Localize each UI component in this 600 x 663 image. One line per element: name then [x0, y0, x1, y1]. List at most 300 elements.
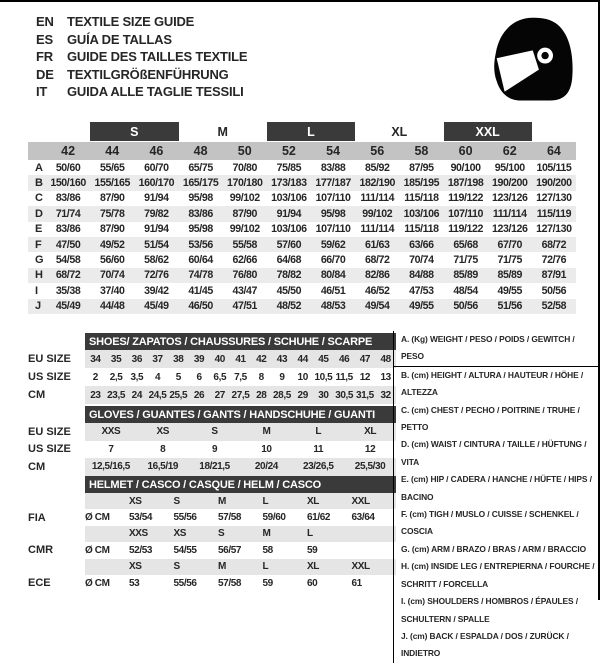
sub-table-row: [28, 458, 396, 476]
size-value-cell: 190/200: [491, 177, 528, 190]
size-group-cell: XL: [391, 124, 408, 139]
size-table-row: [28, 237, 576, 252]
helmet-value-cell: 55/56: [173, 512, 197, 524]
size-value-cell: 45/49: [144, 300, 169, 313]
size-value-cell: 79/82: [144, 207, 169, 220]
language-row: [36, 83, 247, 101]
size-value-cell: 49/54: [364, 300, 390, 313]
sub-row-label: EU SIZE: [28, 425, 71, 438]
size-value-cell: 103/106: [403, 207, 440, 220]
size-value-cell: 115/118: [404, 223, 439, 236]
size-value-cell: 123/126: [491, 192, 528, 205]
size-value-cell: 187/198: [447, 177, 484, 190]
size-value-cell: 85/92: [364, 161, 390, 174]
size-value-cell: 107/110: [315, 192, 351, 205]
size-value-cell: 155/165: [94, 177, 130, 190]
helmet-size-cell: L: [263, 559, 308, 575]
language-title: GUIDA ALLE TAGLIE TESSILI: [67, 84, 244, 99]
size-value-cell: 65/68: [453, 238, 478, 251]
sub-table-title: GLOVES / GUANTES / GANTS / HANDSCHUHE / GUANTI: [85, 406, 396, 423]
sub-table-row: [28, 350, 396, 368]
size-value-cell: 60/70: [144, 161, 169, 174]
size-value-cell: 46/51: [320, 284, 346, 297]
sub-value-cell: 31,5: [355, 386, 376, 404]
sub-value-cell: 12: [359, 371, 371, 383]
size-value-cell: 99/102: [362, 207, 393, 220]
sub-value-cell: 38: [168, 350, 189, 368]
sub-value-cell: 16,5/19: [137, 458, 189, 476]
size-value-cell: 177/187: [315, 177, 351, 190]
size-value-cell: 78/82: [276, 269, 302, 282]
size-value-cell: 55/65: [99, 161, 125, 174]
size-value-cell: 91/94: [144, 223, 169, 236]
size-group-spacer: [532, 122, 576, 141]
sub-value-cell: 3,5: [130, 371, 144, 383]
size-value-cell: 115/118: [404, 192, 439, 205]
size-value-cell: 103/106: [271, 223, 307, 236]
sub-value-cell: 46: [334, 350, 355, 368]
sub-value-cell: 23,5: [106, 386, 127, 404]
size-value-cell: 87/90: [99, 223, 125, 236]
size-table-row: [28, 206, 576, 221]
row-label: C: [35, 192, 43, 205]
size-value-cell: 53/56: [188, 238, 213, 251]
helmet-value-cell: 61/62: [307, 512, 331, 524]
size-value-cell: 107/110: [315, 223, 351, 236]
size-group-spacer: [28, 122, 46, 141]
size-value-cell: 111/114: [360, 223, 395, 236]
size-value-cell: 65/75: [188, 161, 213, 174]
language-row: [36, 66, 247, 84]
sub-value-cell: 12,5/16,5: [85, 458, 137, 476]
sub-table-row: [28, 386, 396, 404]
sub-value-cell: 25,5/30: [344, 458, 396, 476]
language-code: IT: [36, 84, 48, 99]
sub-value-cell: 32: [375, 386, 396, 404]
sub-value-cell: 9: [279, 371, 285, 383]
legend-item: E. (cm) HIP / CADERA / HANCHE / HÜFTE / HIPS / BACINO: [401, 474, 592, 502]
size-value-cell: 59/62: [320, 238, 346, 251]
size-value-cell: 82/86: [364, 269, 390, 282]
helmet-value-cell: 53: [129, 577, 140, 589]
size-header-row: [28, 142, 576, 160]
size-value-cell: 39/42: [144, 284, 169, 297]
size-value-cell: 50/56: [453, 300, 478, 313]
legend-item: G. (cm) ARM / BRAZO / BRAS / ARM / BRACCIO: [401, 543, 587, 554]
size-table: [28, 122, 576, 314]
measurement-legend: [393, 331, 598, 663]
size-value-cell: 103/106: [271, 192, 307, 205]
size-value-cell: 75/85: [276, 161, 302, 174]
size-value-cell: 48/52: [276, 300, 302, 313]
legend-item: I. (cm) SHOULDERS / HOMBROS / ÉPAULES / SCHULTERN / SPALLE: [401, 596, 578, 624]
size-value-cell: 95/98: [188, 192, 213, 205]
legend-item: J. (cm) BACK / ESPALDA / DOS / ZURÜCK / INDIETRO: [401, 630, 569, 659]
size-header-cell: 50: [237, 144, 252, 158]
helmet-size-cell: XL: [307, 493, 352, 509]
sub-value-cell: 11,5: [335, 371, 353, 383]
size-value-cell: 95/98: [320, 207, 346, 220]
sub-bar-spacer: [28, 333, 85, 350]
size-value-cell: 150/160: [50, 177, 86, 190]
sub-value-cell: 35: [106, 350, 127, 368]
sub-value-cell: 20/24: [240, 458, 292, 476]
sub-value-cell: 23/26,5: [292, 458, 344, 476]
size-group-spacer: [46, 122, 90, 141]
row-label: I: [35, 284, 39, 297]
helmet-value-cell: 57/58: [218, 577, 242, 589]
size-value-cell: 45/50: [276, 284, 302, 297]
helmet-size-cell: M: [218, 559, 263, 575]
size-header-cell: 42: [61, 144, 76, 158]
size-value-cell: 60/64: [188, 254, 213, 267]
sub-row-label: US SIZE: [28, 371, 71, 383]
sub-value-cell: 7,5: [234, 371, 247, 383]
size-value-cell: 173/183: [271, 177, 307, 190]
helmet-value-cell: 52/53: [129, 544, 153, 556]
sub-row-label: CM: [28, 460, 46, 473]
helmet-size-spacer: [28, 493, 85, 509]
sub-row-label: CM: [28, 389, 46, 401]
size-value-cell: 35/38: [55, 284, 81, 297]
sub-value-cell: 25,5: [168, 386, 189, 404]
helmet-value-cell: 60: [307, 577, 318, 589]
size-value-cell: 41/45: [188, 284, 213, 297]
size-value-cell: 43/47: [232, 284, 257, 297]
size-value-cell: 37/40: [99, 284, 125, 297]
size-value-cell: 76/80: [232, 269, 257, 282]
sub-value-cell: 40: [209, 350, 230, 368]
helmet-size-spacer: [28, 526, 85, 542]
helmet-size-row: [28, 526, 396, 542]
sub-value-cell: 41: [230, 350, 251, 368]
size-value-cell: 165/175: [182, 177, 219, 190]
helmet-unit-spacer: [85, 493, 129, 509]
sub-value-cell: 7: [108, 443, 114, 455]
helmet-value-cell: 55/56: [173, 577, 197, 589]
size-value-cell: 68/72: [541, 238, 567, 251]
size-value-cell: 83/88: [320, 161, 346, 174]
sub-value-cell: 34: [85, 350, 106, 368]
size-value-cell: 56/60: [99, 254, 125, 267]
size-value-cell: 84/88: [409, 269, 434, 282]
sub-value-cell: 2: [92, 371, 98, 383]
size-group-cell: M: [217, 124, 228, 139]
helmet-unit-label: Ø CM: [85, 512, 110, 524]
size-header-cell: 64: [546, 144, 561, 158]
helmet-size-spacer: [28, 559, 85, 575]
helmet-size-cell: M: [263, 526, 308, 542]
size-value-cell: 66/70: [320, 254, 346, 267]
size-value-cell: 170/180: [226, 177, 263, 190]
helmet-value-cell: 59/60: [262, 512, 286, 524]
legend-item: A. (Kg) WEIGHT / PESO / POIDS / GEWITCH / PESO: [401, 334, 575, 362]
language-code: DE: [36, 66, 54, 82]
sub-value-cell: M: [240, 423, 292, 441]
helmet-size-cell: M: [218, 493, 263, 509]
helmet-size-cell: [352, 526, 397, 542]
size-table-row: [28, 191, 576, 206]
sub-value-cell: 28,5: [272, 386, 293, 404]
helmet-value-cell: 53/54: [129, 512, 153, 524]
sub-table-row: [28, 423, 396, 441]
size-header-cell: 44: [105, 144, 120, 158]
sub-value-cell: 48: [375, 350, 396, 368]
helmet-table-header-row: [28, 476, 396, 493]
size-value-cell: 72/76: [144, 269, 169, 282]
row-label: J: [35, 300, 42, 313]
size-value-cell: 51/56: [497, 300, 522, 313]
size-value-cell: 67/70: [497, 238, 522, 251]
sub-value-cell: 28: [251, 386, 272, 404]
language-row: [36, 13, 247, 31]
size-value-cell: 83/86: [55, 223, 81, 236]
size-value-cell: 68/72: [364, 254, 390, 267]
legend-item: B. (cm) HEIGHT / ALTURA / HAUTEUR / HÖHE / ALTEZZA: [401, 369, 584, 398]
size-value-cell: 63/66: [409, 238, 434, 251]
helmet-size-cell: XXL: [352, 559, 397, 575]
helmet-value-cell: 59: [262, 577, 273, 589]
helmet-unit-spacer: [85, 526, 129, 542]
size-value-cell: 52/58: [541, 300, 567, 313]
size-table-row: [28, 222, 576, 237]
size-value-cell: 80/84: [320, 269, 346, 282]
sub-value-cell: 39: [189, 350, 210, 368]
sub-value-cell: 24: [126, 386, 147, 404]
size-value-cell: 72/76: [541, 254, 567, 267]
sub-value-cell: 44: [292, 350, 313, 368]
size-header-cell: 48: [193, 144, 208, 158]
size-value-cell: 127/130: [536, 223, 572, 236]
size-table-row: [28, 160, 576, 175]
size-value-cell: 111/114: [360, 192, 395, 205]
sub-value-cell: 27,5: [230, 386, 251, 404]
size-header-cell: 60: [458, 144, 473, 158]
size-header-cell: 46: [149, 144, 164, 158]
helmet-value-cell: 63/64: [351, 512, 375, 524]
size-value-cell: 55/58: [232, 238, 257, 251]
size-value-cell: 58/62: [144, 254, 169, 267]
sub-table-row: [28, 441, 396, 459]
size-value-cell: 83/86: [188, 207, 213, 220]
sub-value-cell: XL: [344, 423, 396, 441]
helmet-size-cell: S: [174, 493, 219, 509]
sub-value-cell: S: [189, 423, 241, 441]
size-value-cell: 49/52: [99, 238, 125, 251]
row-label: E: [35, 223, 43, 236]
size-value-cell: 95/100: [494, 161, 525, 174]
size-value-cell: 70/80: [232, 161, 257, 174]
sub-value-cell: 29: [292, 386, 313, 404]
helmet-size-cell: S: [218, 526, 263, 542]
language-row: [36, 31, 247, 49]
sub-table-title: SHOES/ ZAPATOS / CHAUSSURES / SCHUHE / SCARPE: [85, 333, 396, 350]
size-value-cell: 127/130: [536, 192, 572, 205]
helmet-value-cell: 54/55: [173, 544, 197, 556]
size-header-cell: 54: [326, 144, 341, 158]
shoes-table: [28, 333, 396, 404]
size-value-cell: 48/53: [320, 300, 346, 313]
sub-value-cell: 2,5: [109, 371, 123, 383]
helmet-size-cell: XXL: [352, 493, 397, 509]
row-label: D: [35, 207, 43, 220]
size-value-cell: 48/54: [453, 284, 478, 297]
size-value-cell: 87/91: [541, 269, 567, 282]
size-value-cell: 62/66: [232, 254, 257, 267]
sub-bar-spacer: [28, 476, 85, 493]
size-header-cell: 52: [281, 144, 296, 158]
size-value-cell: 190/200: [536, 177, 572, 190]
sub-value-cell: 27: [209, 386, 230, 404]
helmet-unit-label: Ø CM: [85, 577, 110, 589]
size-table-row: [28, 268, 576, 283]
size-value-cell: 99/102: [229, 223, 260, 236]
size-value-cell: 75/78: [99, 207, 125, 220]
legend-item: F. (cm) TIGH / MUSLO / CUISSE / SCHENKEL / COSCIA: [401, 509, 579, 537]
sub-value-cell: 5: [175, 371, 181, 383]
size-table-row: [28, 252, 576, 267]
row-label: B: [35, 177, 43, 190]
size-header-cell: 58: [414, 144, 429, 158]
size-value-cell: 87/90: [232, 207, 257, 220]
sub-value-cell: 9: [211, 443, 218, 455]
sub-value-cell: 10: [261, 443, 272, 455]
size-value-cell: 99/102: [229, 192, 260, 205]
size-value-cell: 49/55: [497, 284, 522, 297]
size-table-row: [28, 283, 576, 298]
size-value-cell: 46/52: [364, 284, 390, 297]
helmet-unit-spacer: [85, 559, 129, 575]
size-value-cell: 47/50: [55, 238, 81, 251]
sub-value-cell: 26: [189, 386, 210, 404]
sub-row-label: EU SIZE: [28, 353, 71, 365]
row-label: H: [35, 269, 43, 282]
legend-item: D. (cm) WAIST / CINTURA / TAILLE / HÜFTUNG / VITA: [401, 439, 587, 467]
size-value-cell: 50/56: [541, 284, 567, 297]
row-label: G: [35, 254, 44, 267]
size-value-cell: 57/60: [276, 238, 302, 251]
size-value-cell: 45/49: [55, 300, 81, 313]
sub-table-row: [28, 368, 396, 386]
size-value-cell: 71/74: [55, 207, 81, 220]
size-value-cell: 47/53: [409, 284, 434, 297]
size-value-cell: 44/48: [99, 300, 125, 313]
sub-value-cell: 43: [272, 350, 293, 368]
helmet-standard-label: FIA: [28, 511, 46, 524]
size-group-cell: L: [267, 122, 355, 141]
size-value-cell: 46/50: [188, 300, 213, 313]
size-header-spacer: [28, 142, 46, 160]
sub-value-cell: 8: [258, 371, 264, 383]
size-value-cell: 95/98: [188, 223, 213, 236]
helmet-size-cell: XS: [129, 493, 174, 509]
language-code: EN: [36, 14, 54, 29]
helmet-size-row: [28, 559, 396, 575]
language-title: TEXTILE SIZE GUIDE: [67, 14, 195, 29]
sub-value-cell: 47: [355, 350, 376, 368]
size-header-cell: 62: [502, 144, 517, 158]
sub-value-cell: 45: [313, 350, 334, 368]
helmet-size-cell: L: [263, 493, 308, 509]
language-row: [36, 48, 247, 66]
size-value-cell: 87/95: [409, 161, 434, 174]
size-value-cell: 54/58: [55, 254, 81, 267]
language-code: ES: [36, 31, 53, 47]
sub-value-cell: 18/21,5: [189, 458, 241, 476]
sub-value-cell: 4: [154, 371, 161, 383]
language-title-list: [36, 13, 247, 101]
helmet-size-row: [28, 493, 396, 509]
helmet-unit-label: Ø CM: [85, 544, 110, 556]
language-title: GUÍA DE TALLAS: [67, 31, 172, 47]
size-group-cell: XXL: [444, 122, 532, 141]
helmet-value-row: [28, 542, 396, 558]
sub-value-cell: 6: [196, 371, 202, 383]
helmet-value-cell: 58: [262, 544, 273, 556]
helmet-value-cell: 57/58: [218, 512, 242, 524]
size-group-row: [28, 122, 576, 141]
helmet-standard-label: ECE: [28, 577, 51, 590]
size-value-cell: 185/195: [403, 177, 440, 190]
language-code: FR: [36, 49, 53, 64]
size-value-cell: 119/122: [448, 223, 484, 236]
size-value-cell: 107/110: [448, 207, 484, 220]
size-value-cell: 105/115: [536, 161, 572, 174]
language-title: GUIDE DES TAILLES TEXTILE: [67, 49, 248, 64]
size-table-row: [28, 175, 576, 190]
helmet-size-cell: XL: [307, 559, 352, 575]
helmet-size-cell: L: [307, 526, 352, 542]
sub-value-cell: 24,5: [147, 386, 168, 404]
size-value-cell: 87/90: [99, 192, 125, 205]
helmet-value-cell: 56/57: [218, 544, 242, 556]
helmet-size-cell: XS: [129, 559, 174, 575]
sub-value-cell: XS: [137, 423, 189, 441]
size-value-cell: 182/190: [359, 177, 395, 190]
sub-value-cell: 30,5: [334, 386, 355, 404]
sub-value-cell: XXS: [85, 423, 137, 441]
helmet-table-title: HELMET / CASCO / CASQUE / HELM / CASCO: [85, 476, 396, 493]
size-value-cell: 47/51: [232, 300, 257, 313]
size-value-cell: 68/72: [55, 269, 81, 282]
sub-value-cell: 6,5: [213, 371, 227, 383]
size-value-cell: 71/75: [497, 254, 522, 267]
size-value-cell: 111/114: [492, 207, 527, 220]
racing-helmet-icon: [487, 14, 575, 106]
size-value-cell: 85/89: [497, 269, 522, 282]
size-group-cell: S: [90, 122, 178, 141]
sub-table-header-row: [28, 406, 396, 423]
helmet-size-cell: XXS: [129, 526, 174, 542]
language-title: TEXTILGRÖßENFÜHRUNG: [67, 66, 229, 82]
legend-item: C. (cm) CHEST / PECHO / POITRINE / TRUHE / PETTO: [401, 404, 580, 433]
sub-value-cell: 8: [160, 443, 166, 455]
size-value-cell: 119/122: [448, 192, 484, 205]
size-value-cell: 115/119: [536, 207, 572, 220]
size-value-cell: 51/54: [144, 238, 169, 251]
sub-value-cell: 37: [147, 350, 168, 368]
page-border-top: [0, 0, 600, 2]
sub-value-cell: L: [292, 423, 344, 441]
size-value-cell: 85/89: [453, 269, 478, 282]
size-value-cell: 61/63: [364, 238, 390, 251]
size-value-cell: 160/170: [138, 177, 175, 190]
helmet-value-row: [28, 509, 396, 525]
helmet-size-cell: XS: [174, 526, 219, 542]
helmet-table: [28, 476, 396, 591]
helmet-value-row: [28, 575, 396, 591]
size-header-cell: 56: [370, 144, 385, 158]
